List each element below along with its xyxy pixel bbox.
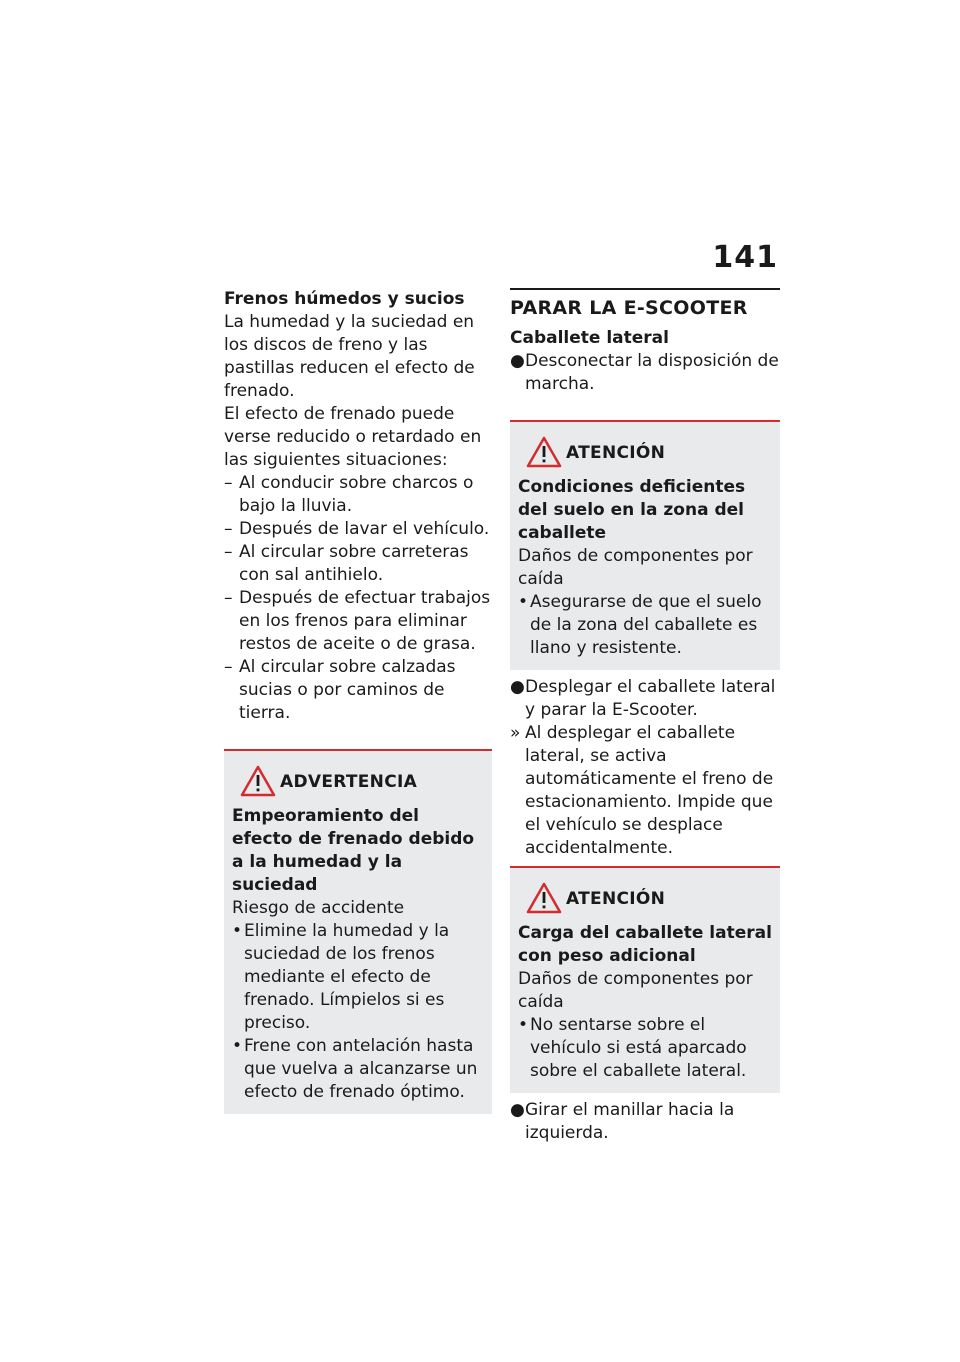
- page-number: 141: [712, 240, 778, 275]
- list-item: ● Desconectar la disposición de marcha.: [510, 351, 779, 394]
- caution-box-1: [510, 420, 780, 670]
- list-item: – Al conducir sobre charcos o bajo la lluvia.: [224, 473, 474, 516]
- warning-label: ADVERTENCIA: [280, 772, 418, 792]
- steps-list-1: [510, 350, 780, 396]
- steps-list-2: [510, 676, 780, 860]
- section-title: PARAR LA E-SCOOTER: [510, 288, 780, 321]
- caution-list: [518, 1014, 772, 1083]
- dash-marker: –: [224, 473, 233, 493]
- list-item: • Frene con antelación hasta que vuelva a alcanzarse un efecto de frenado óptimo.: [232, 1036, 478, 1102]
- list-item: ● Girar el manillar hacia la izquierda.: [510, 1100, 735, 1143]
- caution-title: Condiciones deficientes del suelo en la zona del caballete: [518, 477, 746, 543]
- warning-triangle-icon: [526, 436, 562, 468]
- result-marker: »: [510, 723, 521, 743]
- list-item: • Elimine la humedad y la suciedad de los frenos mediante el efecto de frenado. Límpielos si es preciso.: [232, 921, 450, 1033]
- bullet-marker: •: [232, 1036, 243, 1056]
- caution-risk: Daños de componentes por caída: [518, 546, 753, 589]
- dash-marker: –: [224, 588, 233, 608]
- bullet-marker: ●: [510, 677, 525, 697]
- warning-list: [232, 920, 484, 1104]
- left-column: [224, 288, 492, 1114]
- caution-list: [518, 591, 772, 660]
- warning-triangle-icon: [526, 882, 562, 914]
- list-item: • Asegurarse de que el suelo de la zona del caballete es llano y resistente.: [518, 592, 762, 658]
- bullet-marker: •: [232, 921, 243, 941]
- warning-title: Empeoramiento del efecto de frenado debido a la humedad y la suciedad: [232, 806, 475, 895]
- brakes-paragraph-2: El efecto de frenado puede verse reducido o retardado en las siguientes situaciones:: [224, 404, 482, 470]
- brakes-paragraph-1: La humedad y la suciedad en los discos de freno y las pastillas reducen el efecto de frenado.: [224, 312, 475, 401]
- list-item: » Al desplegar el caballete lateral, se activa automáticamente el freno de estacionamiento. Impide que el vehículo se desplace accidentalmente.: [510, 723, 774, 858]
- steps-list-3: [510, 1099, 780, 1145]
- bullet-marker: •: [518, 1015, 529, 1035]
- brakes-heading: Frenos húmedos y sucios: [224, 289, 465, 309]
- list-item: • No sentarse sobre el vehículo si está aparcado sobre el caballete lateral.: [518, 1015, 747, 1081]
- warning-box: [224, 749, 492, 1114]
- list-item: – Después de lavar el vehículo.: [224, 519, 490, 539]
- dash-marker: –: [224, 542, 233, 562]
- side-stand-heading: Caballete lateral: [510, 328, 669, 348]
- situations-list: [224, 472, 492, 725]
- list-item: ● Desplegar el caballete lateral y parar la E-Scooter.: [510, 677, 776, 720]
- caution-risk: Daños de componentes por caída: [518, 969, 753, 1012]
- bullet-marker: ●: [510, 351, 525, 371]
- list-item: – Al circular sobre carreteras con sal antihielo.: [224, 542, 469, 585]
- dash-marker: –: [224, 657, 233, 677]
- warning-triangle-icon: [240, 765, 276, 797]
- caution-box-2: [510, 866, 780, 1093]
- caution-label: ATENCIÓN: [566, 443, 666, 463]
- caution-title: Carga del caballete lateral con peso adicional: [518, 923, 772, 966]
- dash-marker: –: [224, 519, 233, 539]
- bullet-marker: •: [518, 592, 529, 612]
- list-item: – Al circular sobre calzadas sucias o por caminos de tierra.: [224, 657, 456, 723]
- caution-label: ATENCIÓN: [566, 889, 666, 909]
- right-column: [510, 288, 780, 1145]
- warning-risk: Riesgo de accidente: [232, 898, 405, 918]
- list-item: – Después de efectuar trabajos en los frenos para eliminar restos de aceite o de grasa.: [224, 588, 491, 654]
- bullet-marker: ●: [510, 1100, 525, 1120]
